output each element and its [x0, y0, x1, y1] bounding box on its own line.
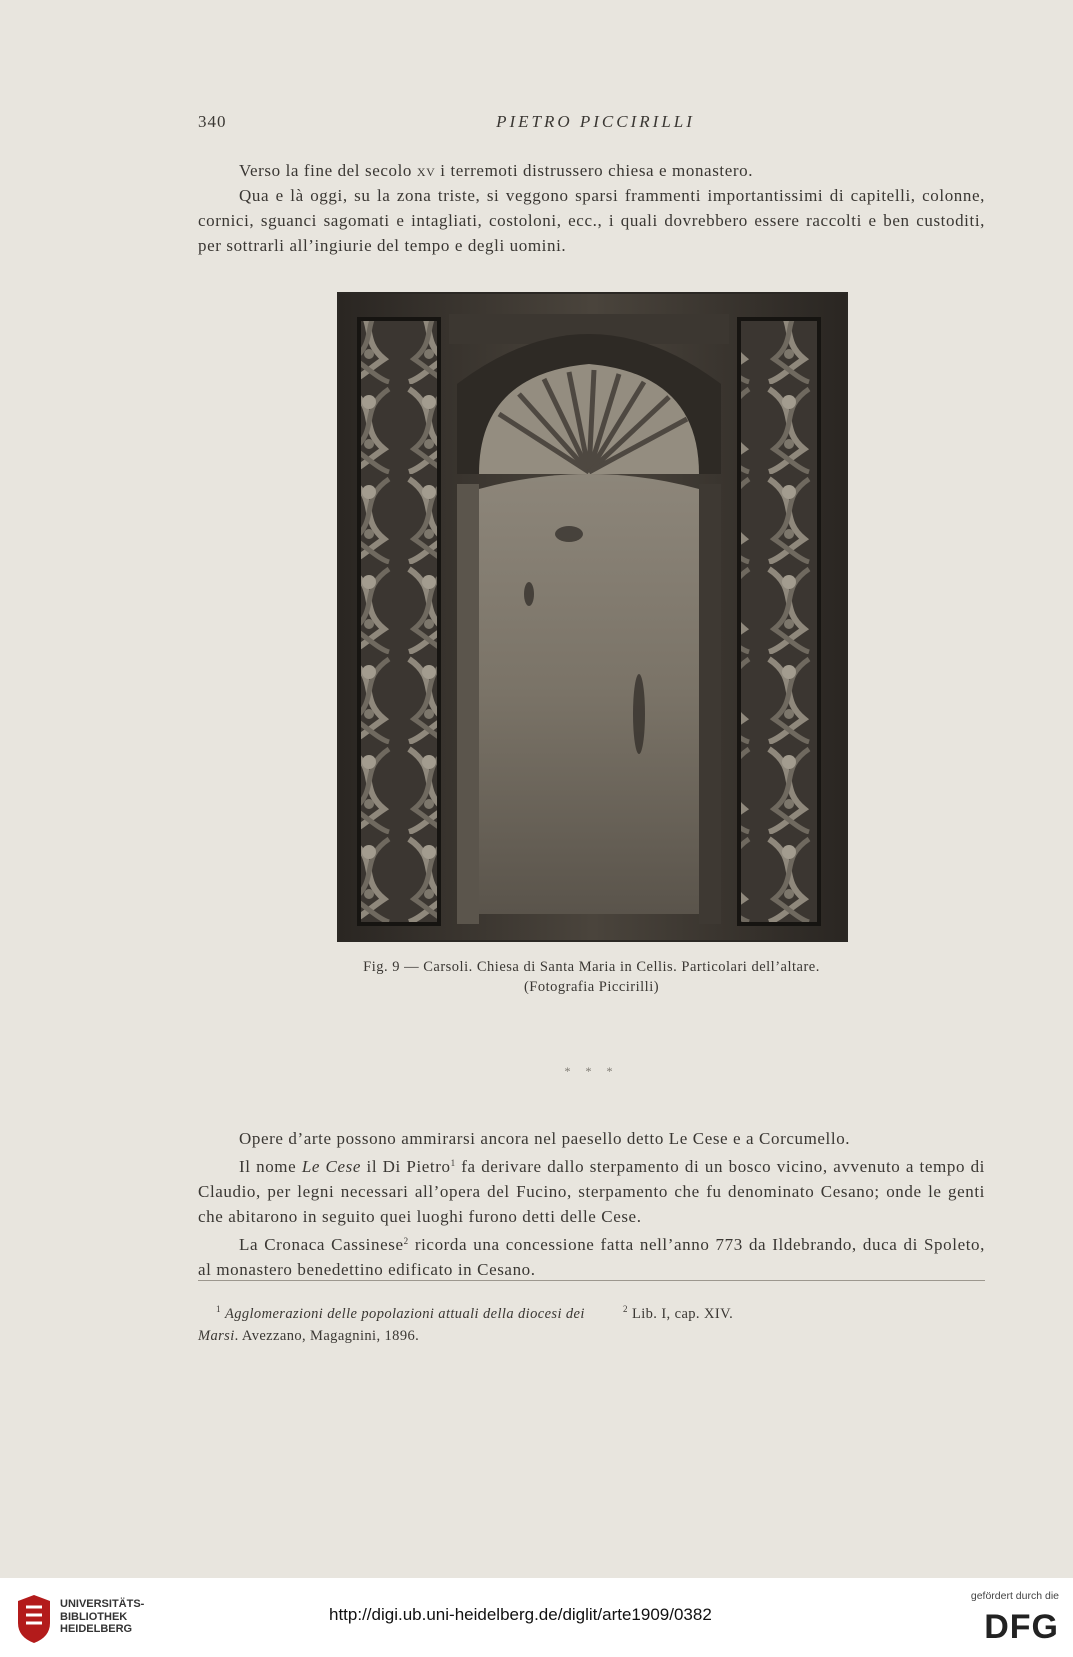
- footnote-1: [198, 1298, 593, 1347]
- running-title: PIETRO PICCIRILLI: [496, 112, 695, 131]
- footnote-2-number: 2: [623, 1304, 628, 1314]
- place-name-italic: Le Cese: [301, 1157, 361, 1176]
- section-separator: * * *: [564, 1064, 619, 1078]
- paragraph-4-text-a: Il nome: [239, 1157, 302, 1176]
- footnote-1-rest: . Avezzano, Magagnini, 1896.: [234, 1328, 420, 1344]
- paragraph-1-text-a: Verso la fine del secolo: [239, 161, 417, 180]
- paragraph-2: Qua e là oggi, su la zona triste, si veggono sparsi frammenti importantissimi di capitelli, colonne, cornici, sguanci sagomati e intagliati, costoloni, ecc., i quali dovrebbero essere raccolti e ben custoditi, per sottrarli all’ingiurie del tempo e degli uomini.: [198, 186, 985, 255]
- paragraph-5-text-b: ricorda una concessione fatta nell’anno 773 da Ildebrando, duca di Spoleto, al monastero benedettino edificato in Cesano.: [198, 1235, 985, 1279]
- running-head: [198, 112, 993, 136]
- paragraph-5: [198, 1229, 985, 1282]
- footnote-1-number: 1: [216, 1304, 221, 1314]
- paragraph-4-text-b: il Di Pietro: [360, 1157, 451, 1176]
- library-name-line-1: UNIVERSITÄTS-: [60, 1598, 145, 1610]
- viewer-footer: [0, 1578, 1073, 1657]
- figure-caption: [198, 957, 985, 997]
- paragraph-4: [198, 1151, 985, 1229]
- university-library-name: [60, 1598, 144, 1636]
- footnote-ref-2: 2: [403, 1236, 409, 1246]
- permalink-url[interactable]: http://digi.ub.uni-heidelberg.de/diglit/arte1909/0382: [329, 1605, 712, 1624]
- footnote-ref-1: 1: [450, 1158, 456, 1168]
- figure-caption-line-1: Fig. 9 — Carsoli. Chiesa di Santa Maria in Cellis. Particolari dell’altare.: [363, 959, 820, 975]
- library-name-line-3: HEIDELBERG: [60, 1623, 133, 1635]
- university-library-logo-icon: [14, 1593, 54, 1645]
- dfg-logo: DFG: [984, 1608, 1059, 1646]
- paragraph-4-text-c: fa derivare dallo sterpamento di un bosco vicino, avvenuto a tempo di Claudio, per legni necessari all’opera del Fucino, sterpamento che fu denominato Cesano; onde le genti che abitarono in seguito quei luoghi furono detti delle Cese.: [198, 1157, 986, 1226]
- footnote-1-title: Agglomerazioni delle popolazioni attuali della diocesi dei Marsi: [198, 1306, 585, 1344]
- footnote-2-text: Lib. I, cap. XIV.: [631, 1306, 734, 1322]
- paragraph-1: [198, 158, 985, 183]
- paragraph-5-text-a: La Cronaca Cassinese: [239, 1235, 404, 1254]
- funder-label: gefördert durch die: [970, 1590, 1059, 1602]
- altar-photograph: [337, 292, 848, 942]
- altar-photograph-image: [339, 294, 846, 940]
- text-block-bottom: [198, 1126, 985, 1282]
- page-number: 340: [198, 112, 227, 131]
- figure-caption-line-2: (Fotografia Piccirilli): [523, 979, 660, 995]
- century-numeral: xv: [416, 161, 436, 180]
- footnote-2: [623, 1298, 983, 1325]
- paragraph-1-text-b: i terremoti distrussero chiesa e monastero.: [435, 161, 754, 180]
- text-block-top: [198, 158, 985, 258]
- footnote-rule: [198, 1280, 985, 1281]
- library-name-line-2: BIBLIOTHEK: [60, 1610, 128, 1623]
- paragraph-3: Opere d’arte possono ammirarsi ancora nel paesello detto Le Cese e a Corcumello.: [239, 1129, 851, 1148]
